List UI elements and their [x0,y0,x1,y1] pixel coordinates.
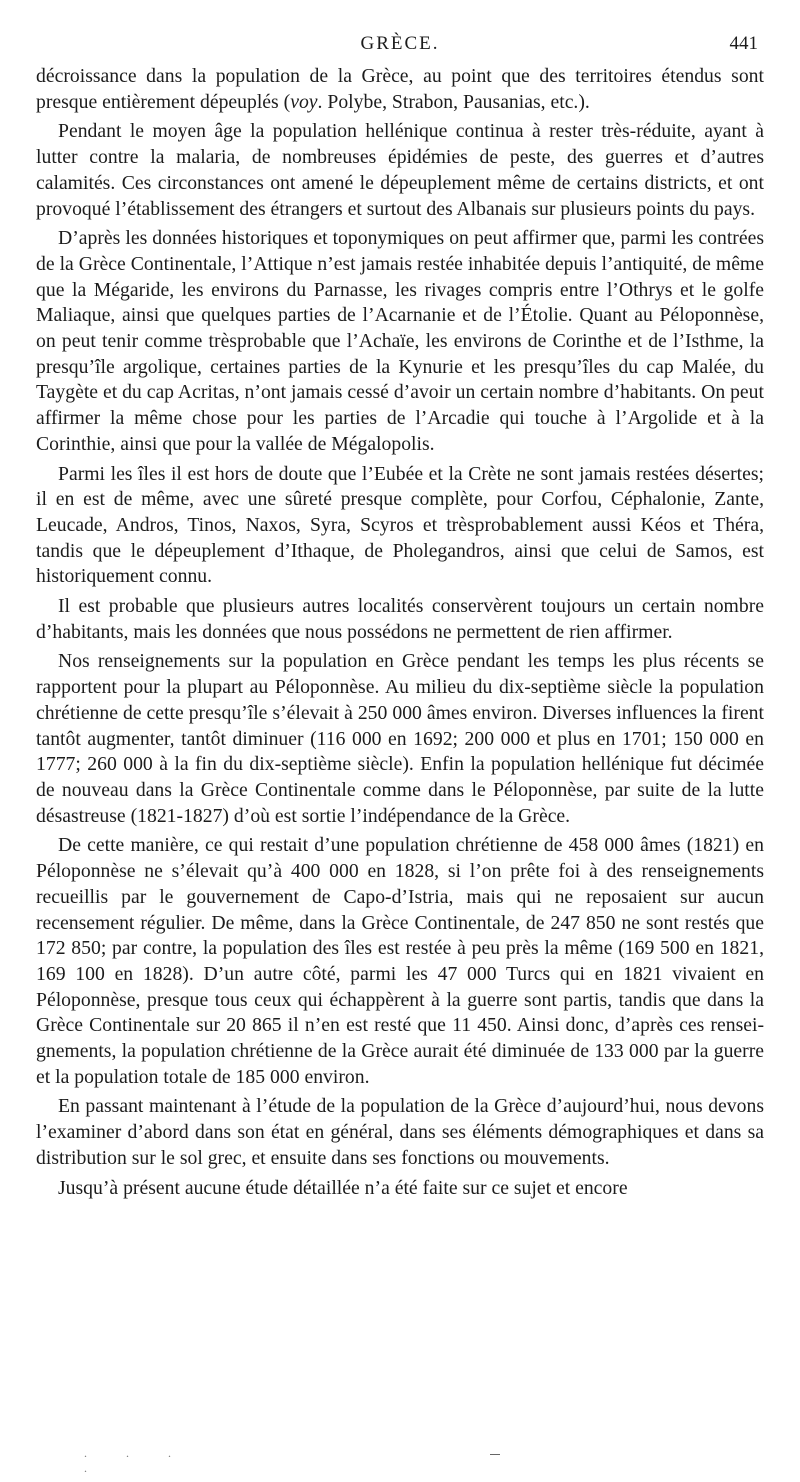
paragraph-2: Pendant le moyen âge la population hellénique continua à rester très-réduite, ayant à lutter contre la malaria, de nombreuses épidémies de peste, des guerres et d’autres calamités. Ces circonstances ont amené le dépeuplement même de certains districts, et ont provoqué l’établissement des étrangers et surtout des Albanais sur plusieurs points du pays. [36,120,764,220]
italic-abbreviation: voy [290,90,318,113]
paragraph-5: Il est probable que plusieurs autres localités conservèrent toujours un certain nombre d’habitants, mais les données que nous possédons ne permettent de rien affirmer. [36,595,764,643]
page-number: 441 [729,33,758,54]
paragraph-9: Jusqu’à présent aucune étude détaillée n’a été faite sur ce sujet et encore [58,1176,628,1199]
paragraph-1 [36,64,764,115]
running-head [36,32,764,56]
paragraph-3: D’après les données historiques et toponymiques on peut affirmer que, parmi les contrées de la Grèce Continentale, l’Attique n’est jamais restée inhabitée depuis l’antiquité, de même que la Mégaride, les environs du Parnasse, les rivages compris entre l’Othrys et le golfe Maliaque, ainsi que quelques parties de l’Acarnanie et de l’Étolie. Quant au Péloponnèse, on peut tenir comme trèsprobable que l’Achaïe, les environs de Corinthe et de l’Isthme, la presqu’île argolique, certaines parties de la Kynurie et les presqu’îles du cap Malée, du Taygète et du cap Acritas, n’ont jamais cessé d’avoir un certain nombre d’habitants. On peut affirmer la même chose pour les parties de l’Arcadie qui touche à l’Argolide et à la Corinthie, ainsi que pour la vallée de Mégalopolis. [36,227,764,455]
paragraph-6: Nos renseignements sur la population en Grèce pendant les temps les plus récents se rapportent pour la plupart au Péloponnèse. Au milieu du dix-septième siècle la population chrétienne de cette presqu’île s’élevait à 250 000 âmes environ. Diverses influences la firent tantôt augmenter, tantôt diminuer (116 000 en 1692; 200 000 et plus en 1701; 150 000 en 1777; 260 000 à la fin du dix-septième siècle). Enfin la population hellénique fut décimée de nouveau dans la Grèce Continentale comme dans le Péloponnèse, par suite de la lutte désastreuse (1821-1827) d’où est sortie l’indépendance de la Grèce. [36,650,764,827]
footer-marks: . . . . [84,1446,189,1475]
paragraph-4: Parmi les îles il est hors de doute que l’Eubée et la Crète ne sont jamais restées désertes; il en est de même, avec une sûreté presque complète, pour Corfou, Céphalonie, Zante, Leucade, Andros, Tinos, Naxos, Syra, Scyros et trèsprobablement aussi Kéos et Théra, tandis que le dépeuplement d’Ithaque, de Pholegandros, ainsi que celui de Samos, est historiquement connu. [36,462,764,588]
paragraph-7: De cette manière, ce qui restait d’une population chrétienne de 458 000 âmes (1821) en Péloponnèse ne s’élevait qu’à 400 000 en 1828, si l’on prête foi à des renseignements recueillis par le gouvernement de Capo-d’Istria, mais qui ne reposaient sur aucun recensement régulier. De même, dans la Grèce Continentale, de 247 850 ne sont restés que 172 850; par contre, la population des îles est restée à peu près la même (169 500 en 1821, 169 100 en 1828). D’un autre côté, parmi les 47 000 Turcs qui en 1821 vivaient en Péloponnèse, presque tous ceux qui échappèrent à la guerre sont partis, tandis que dans la Grèce Continentale sur 20 865 il n’en est resté que 11 450. Ainsi donc, d’après ces renseignements, la population chrétienne de la Grèce aurait été diminuée de 133 000 par la guerre et la population totale de 185 000 environ. [36,834,764,1088]
footer-dash [490,1454,500,1455]
paragraph-text: . Polybe, Strabon, Pausanias, etc.). [317,90,590,113]
paragraph-text: décroissance dans la population de la Grèce, au point que des territoires étendus sont presque entièrement dépeuplés ( [36,65,764,113]
body-text [36,64,764,1201]
running-title: GRÈCE. [360,33,440,54]
paragraph-8: En passant maintenant à l’étude de la population de la Grèce d’aujourd’hui, nous devons l’examiner d’abord dans son état en général, dans ses éléments démographiques et dans sa distribution sur le sol grec, et ensuite dans ses fonctions ou mouvements. [36,1095,764,1169]
